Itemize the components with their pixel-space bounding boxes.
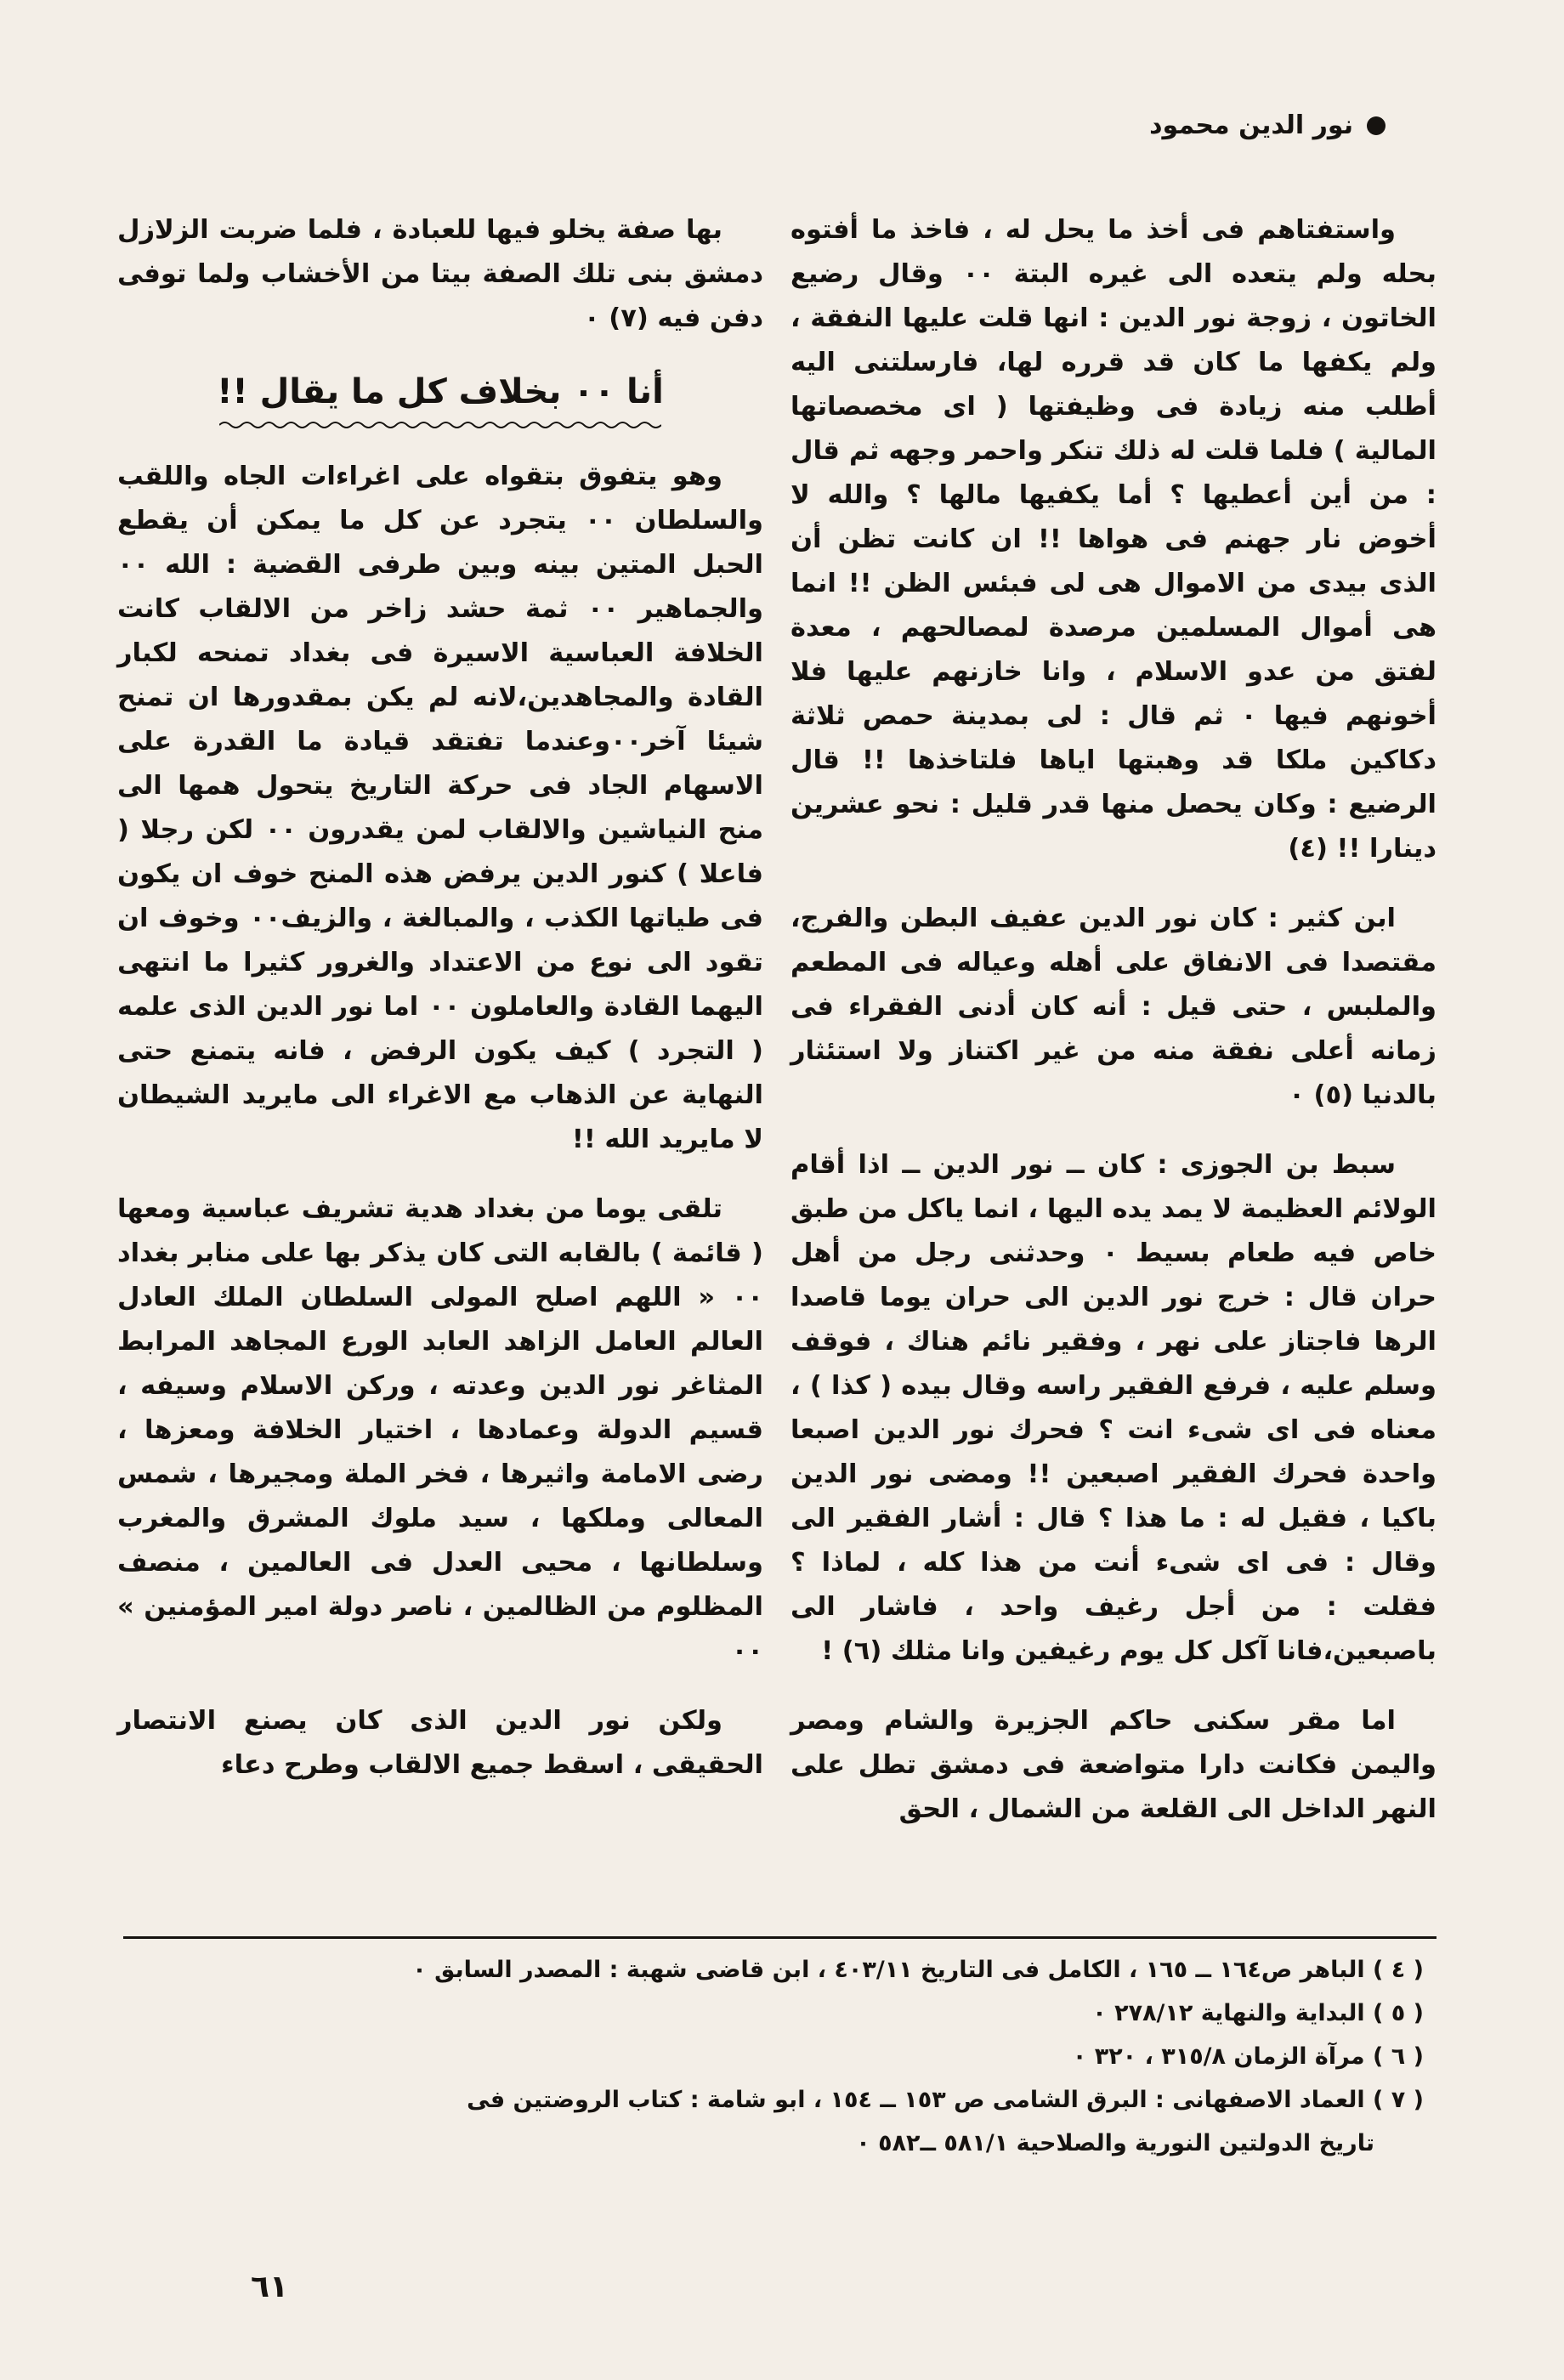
footnotes xyxy=(140,1948,1424,2165)
wavy-underline-icon xyxy=(219,419,661,431)
page-number: ٦١ xyxy=(251,2270,288,2304)
bullet-icon xyxy=(1367,116,1386,135)
paragraph: تلقى يوما من بغداد هدية تشريف عباسية ومعها ( قائمة ) بالقابه التى كان يذكر بها على منابر بغداد ٠٠ « اللهم اصلح المولى السلطان الملك العادل العالم العامل الزاهد العابد الورع المجاهد المرابط المثاغر نور الدين وعدته ، وركن الاسلام وسيفه ، قسيم الدولة وعمادها ، اختيار الخلافة ومعزها ، رضى الامامة واثيرها ، فخر الملة ومجيرها ، شمس المعالى وملكها ، سيد ملوك المشرق والمغرب وسلطانها ، محيى العدل فى العالمين ، منصف المظلوم من الظالمين ، ناصر دولة امير المؤمنين » ٠٠ xyxy=(117,1194,763,1666)
running-header xyxy=(1149,110,1386,140)
paragraph: وهو يتفوق بتقواه على اغراءات الجاه واللقب والسلطان ٠٠ يتجرد عن كل ما يمكن أن يقطع الحبل المتين بينه وبين طرفى القضية : الله ٠٠ والجماهير ٠٠ ثمة حشد زاخر من الالقاب كانت الخلافة العباسية الاسيرة فى بغداد تمنحه لكبار القادة والمجاهدين،لانه لم يكن بمقدورها ان تمنح شيئا آخر٠٠وعندما تفتقد قيادة ما القدرة على الاسهام الجاد فى حركة التاريخ يتحول همها الى منح النياشين والالقاب لمن يقدرون ٠٠ لكن رجلا ( فاعلا ) كنور الدين يرفض هذه المنح خوف ان يكون فى طياتها الكذب ، والمبالغة ، والزيف٠٠ وخوف ان تقود الى نوع من الاعتداد والغرور كثيرا ما انتهى اليهما القادة والعاملون ٠٠ اما نور الدين الذى علمه ( التجرد ) كيف يكون الرفض ، فانه يتمنع حتى النهاية عن الذهاب مع الاغراء الى مايريد الشيطان لا مايريد الله !! xyxy=(117,462,763,1154)
footnote: ( ٧ ) العماد الاصفهانى : البرق الشامى ص ١٥٣ ــ ١٥٤ ، ابو شامة : كتاب الروضتين فى xyxy=(467,2087,1424,2113)
running-title: نور الدين محمود xyxy=(1149,110,1353,140)
footnote-divider xyxy=(123,1936,1436,1939)
right-column xyxy=(790,208,1436,1857)
footnote: ( ٥ ) البداية والنهاية ٢٧٨/١٢ ٠ xyxy=(1092,2000,1424,2026)
paragraph: سبط بن الجوزى : كان ــ نور الدين ــ اذا أقام الولائم العظيمة لا يمد يده اليها ، انما ياكل من طبق خاص فيه طعام بسيط ٠ وحدثنى رجل من أهل حران قال : خرج نور الدين الى حران يوما قاصدا الرها فاجتاز على نهر ، وفقير نائم هناك ، فوقف وسلم عليه ، فرفع الفقير راسه وقال بيده ( كذا ) ، معناه فى اى شىء انت ؟ فحرك نور الدين اصبعا واحدة فحرك الفقير اصبعين !! ومضى نور الدين باكيا ، فقيل له : ما هذا ؟ قال : أشار الفقير الى وقال : فى اى شىء أنت من هذا كله ، لماذا ؟ فقلت : من أجل رغيف واحد ، فاشار الى باصبعين،فانا آكل كل يوم رغيفين وانا مثلك (٦) ! xyxy=(790,1150,1437,1666)
footnote: ( ٦ ) مرآة الزمان ٣١٥/٨ ، ٣٢٠ ٠ xyxy=(1072,2043,1424,2070)
paragraph: ابن كثير : كان نور الدين عفيف البطن والفرج، مقتصدا فى الانفاق على أهله وعياله فى المطعم والملبس ، حتى قيل : أنه كان أدنى الفقراء فى زمانه أعلى نفقة منه من غير اكتناز ولا استئثار بالدنيا (٥) ٠ xyxy=(790,904,1436,1110)
paragraph: ولكن نور الدين الذى كان يصنع الانتصار الحقيقى ، اسقط جميع الالقاب وطرح دعاء xyxy=(117,1706,763,1780)
footnote-continuation: تاريخ الدولتين النورية والصلاحية ٥٨١/١ ــ٥٨٢ ٠ xyxy=(856,2130,1374,2156)
footnote: ( ٤ ) الباهر ص١٦٤ ــ ١٦٥ ، الكامل فى التاريخ ٤٠٣/١١ ، ابن قاضى شهبة : المصدر السابق ٠ xyxy=(412,1957,1424,1983)
section-heading: أنا ٠٠ بخلاف كل ما يقال !! xyxy=(217,372,664,411)
paragraph: اما مقر سكنى حاكم الجزيرة والشام ومصر واليمن فكانت دارا متواضعة فى دمشق تطل على النهر الداخل الى القلعة من الشمال ، الحق xyxy=(790,1706,1436,1824)
paragraph: واستفتاهم فى أخذ ما يحل له ، فاخذ ما أفتوه بحله ولم يتعده الى غيره البتة ٠٠ وقال رضيع الخاتون ، زوجة نور الدين : انها قلت عليها النفقة ، ولم يكفها ما كان قد قرره لها، فارسلتنى اليه أطلب منه زيادة فى وظيفتها ( اى مخصصاتها المالية ) فلما قلت له ذلك تنكر واحمر وجهه ثم قال : من أين أعطيها ؟ أما يكفيها مالها ؟ والله لا أخوض نار جهنم فى هواها !! ان كانت تظن أن الذى بيدى من الاموال هى لى فبئس الظن !! انما هى أموال المسلمين مرصدة لمصالحهم ، معدة لفتق من عدو الاسلام ، وانا خازنهم عليها فلا أخونهم فيها ٠ ثم قال : لى بمدينة حمص ثلاثة دكاكين ملكا قد وهبتها اياها فلتاخذها !! قال الرضيع : وكان يحصل منها قدر قليل : نحو عشرين دينارا !! (٤) xyxy=(790,215,1437,864)
paragraph: بها صفة يخلو فيها للعبادة ، فلما ضربت الزلازل دمشق بنى تلك الصفة بيتا من الأخشاب ولما توفى دفن فيه (٧) ٠ xyxy=(117,215,763,333)
left-column xyxy=(117,208,763,1813)
